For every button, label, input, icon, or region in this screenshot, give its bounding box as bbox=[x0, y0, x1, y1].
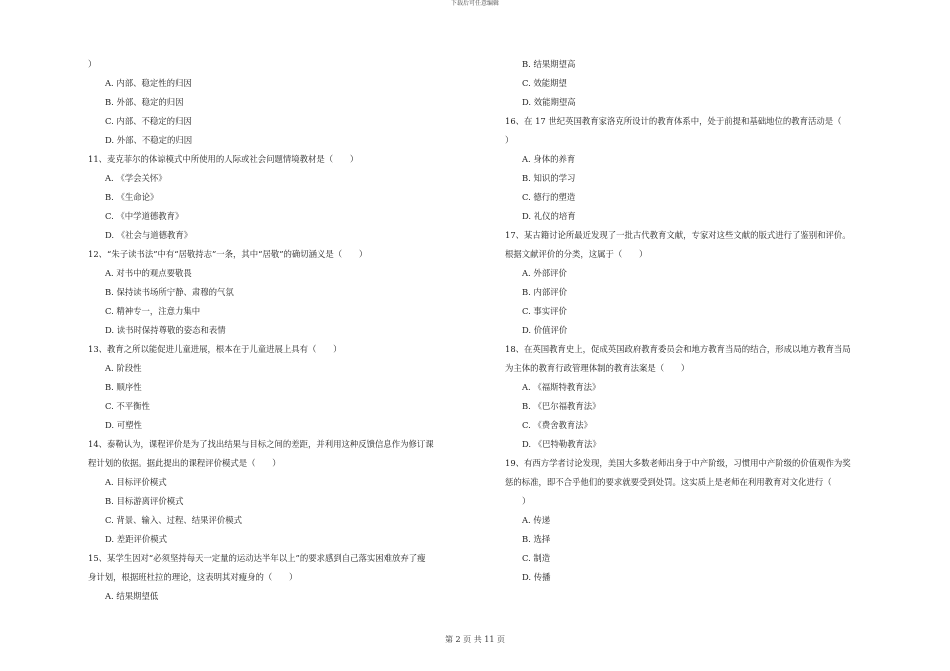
page-number: 第 2 页 共 11 页 bbox=[445, 635, 505, 644]
page-header bbox=[0, 0, 950, 8]
answer-option: B. 《生命论》 bbox=[105, 192, 159, 202]
answer-option: C. 内部、不稳定的归因 bbox=[105, 116, 192, 126]
answer-option: B. 《巴尔福教育法》 bbox=[522, 401, 601, 411]
question-stem: 18、在英国教育史上，促成英国政府教育委员会和地方教育当局的结合，形成以地方教育当局 bbox=[505, 344, 851, 354]
answer-option: A. 《学会关怀》 bbox=[105, 173, 167, 183]
answer-option: B. 目标游离评价模式 bbox=[105, 496, 184, 506]
answer-option: B. 知识的学习 bbox=[522, 173, 576, 183]
answer-option: C. 效能期望 bbox=[522, 78, 567, 88]
page-footer bbox=[0, 634, 950, 645]
answer-option: C. 不平衡性 bbox=[105, 401, 150, 411]
header-text: 下载后可任意编辑 bbox=[450, 0, 499, 7]
answer-option: A. 目标评价模式 bbox=[105, 477, 167, 487]
answer-option: B. 选择 bbox=[522, 534, 551, 544]
answer-option: B. 保持读书场所宁静、肃穆的气氛 bbox=[105, 287, 234, 297]
question-continuation: 为主体的教育行政管理体制的教育法案是（ ） bbox=[505, 363, 690, 373]
question-continuation: 程计划的依据。据此提出的课程评价模式是（ ） bbox=[88, 458, 281, 468]
answer-option: A. 对书中的观点要敬畏 bbox=[105, 268, 192, 278]
left-column bbox=[88, 55, 490, 606]
answer-option: D. 可塑性 bbox=[105, 420, 142, 430]
answer-option: A. 结果期望低 bbox=[105, 591, 159, 601]
question-stem: 15、某学生因对“必须坚持每天一定量的运动达半年以上”的要求感到自己落实困难放弃了瘦 bbox=[88, 553, 426, 563]
answer-option: C. 制造 bbox=[522, 553, 551, 563]
answer-option: B. 外部、稳定的归因 bbox=[105, 97, 184, 107]
answer-option: D. 差距评价模式 bbox=[105, 534, 167, 544]
question-stem: 16、在 17 世纪英国教育家洛克所设计的教育体系中，处于前提和基础地位的教育活动是（ bbox=[505, 116, 842, 126]
answer-option: D. 传播 bbox=[522, 572, 551, 582]
answer-option: B. 结果期望高 bbox=[522, 59, 576, 69]
question-stem: 17、某古籍讨论所最近发现了一批古代教育文献，专家对这些文献的版式进行了鉴别和评价。 bbox=[505, 230, 851, 240]
answer-option: D. 效能期望高 bbox=[522, 97, 576, 107]
answer-option: A. 《福斯特教育法》 bbox=[522, 382, 601, 392]
answer-option: C. 精神专一，注意力集中 bbox=[105, 306, 201, 316]
answer-option: D. 礼仪的培育 bbox=[522, 211, 576, 221]
question-continuation: ） bbox=[505, 135, 514, 145]
answer-option: B. 内部评价 bbox=[522, 287, 567, 297]
question-stem: 13、教育之所以能促进儿童进展，根本在于儿童进展上具有（ ） bbox=[88, 344, 342, 354]
answer-option: A. 身体的养育 bbox=[522, 154, 576, 164]
answer-option: A. 内部、稳定性的归因 bbox=[105, 78, 192, 88]
answer-option: C. 背景、输入、过程、结果评价模式 bbox=[105, 515, 243, 525]
answer-option: C. 《中学道德教育》 bbox=[105, 211, 184, 221]
answer-option: D. 外部、不稳定的归因 bbox=[105, 135, 193, 145]
answer-option: D. 《巴特勒教育法》 bbox=[522, 439, 601, 449]
question-stem: 12、“朱子读书法”中有“居敬持志”一条，其中“居敬”的确切涵义是（ ） bbox=[88, 249, 368, 259]
answer-option: D. 《社会与道德教育》 bbox=[105, 230, 193, 240]
answer-option: ） bbox=[522, 496, 531, 506]
answer-option: C. 《费舍教育法》 bbox=[522, 420, 593, 430]
answer-option: A. 外部评价 bbox=[522, 268, 567, 278]
question-stem: 11、麦克菲尔的体谅模式中所使用的人际或社会问题情境教材是（ ） bbox=[88, 154, 359, 164]
question-stem: 14、泰勒认为，课程评价是为了找出结果与目标之间的差距，并利用这种反馈信息作为修订课 bbox=[88, 439, 434, 449]
question-continuation: 惩的标准，即不合乎他们的要求就要受到处罚。这实质上是老师在利用教育对文化进行（ bbox=[505, 477, 832, 487]
answer-option: C. 德行的塑造 bbox=[522, 192, 576, 202]
answer-option: D. 价值评价 bbox=[522, 325, 568, 335]
answer-option: C. 事实评价 bbox=[522, 306, 567, 316]
answer-option: A. 传递 bbox=[522, 515, 551, 525]
answer-option: D. 读书时保持尊敬的姿态和表情 bbox=[105, 325, 226, 335]
question-continuation: 根据文献评价的分类，这属于（ ） bbox=[505, 249, 648, 259]
answer-option: A. 阶段性 bbox=[105, 363, 142, 373]
question-stem: 19、有西方学者讨论发现，美国大多数老师出身于中产阶级，习惯用中产阶级的价值观作为奖 bbox=[505, 458, 851, 468]
question-continuation: ） bbox=[88, 59, 97, 69]
right-column bbox=[505, 55, 907, 587]
question-continuation: 身计划，根据班杜拉的理论，这表明其对瘦身的（ ） bbox=[88, 572, 298, 582]
answer-option: B. 顺序性 bbox=[105, 382, 142, 392]
